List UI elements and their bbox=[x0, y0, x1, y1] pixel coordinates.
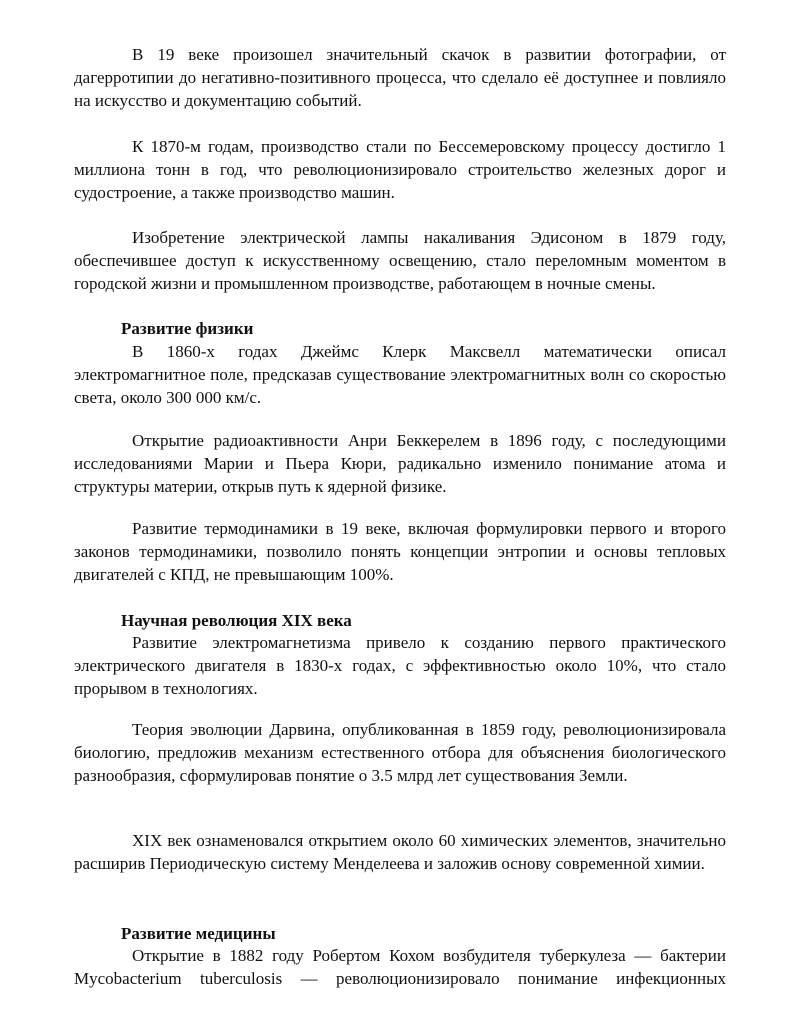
paragraph-chemistry: XIX век ознаменовался открытием около 60 химических элементов, значительно расширив Периодическую систему Менделеева и заложив основу современной химии. bbox=[74, 831, 726, 873]
heading-scientific-revolution: Научная революция XIX века bbox=[121, 611, 352, 630]
paragraph-electric-lamp: Изобретение электрической лампы накаливания Эдисоном в 1879 году, обеспечившее доступ к искусственному освещению, стало переломным моментом в городской жизни и промышленном производстве, работающем в ночные смены. bbox=[74, 228, 726, 293]
paragraph-steel-production: К 1870-м годам, производство стали по Бессемеровскому процессу достигло 1 миллиона тонн в год, что революционизировало строительство железных дорог и судостроение, а также производство машин. bbox=[74, 137, 726, 202]
heading-physics: Развитие физики bbox=[121, 319, 254, 338]
paragraph-thermodynamics: Развитие термодинамики в 19 веке, включая формулировки первого и второго законов термодинамики, позволило понять концепции энтропии и основы тепловых двигателей с КПД, не превышающим 100%. bbox=[74, 519, 726, 584]
paragraph-radioactivity: Открытие радиоактивности Анри Беккерелем в 1896 году, с последующими исследованиями Марии и Пьера Кюри, радикально изменило понимание атома и структуры материи, открыв путь к ядерной физике. bbox=[74, 431, 726, 496]
heading-medicine: Развитие медицины bbox=[121, 924, 276, 943]
paragraph-electromagnetism: Развитие электромагнетизма привело к созданию первого практического электрического двигателя в 1830-х годах, с эффективностью около 10%, что стало прорывом в технологиях. bbox=[74, 633, 726, 698]
paragraph-darwin: Теория эволюции Дарвина, опубликованная в 1859 году, революционизировала биологию, предложив механизм естественного отбора для объяснения биологического разнообразия, сформулировав понятие о 3.5 млрд лет существования Земли. bbox=[74, 720, 726, 785]
paragraph-photography: В 19 веке произошел значительный скачок в развитии фотографии, от дагерротипии до негативно-позитивного процесса, что сделало её доступнее и повлияло на искусство и документацию событий. bbox=[74, 45, 726, 110]
paragraph-maxwell: В 1860-х годах Джеймс Клерк Максвелл математически описал электромагнитное поле, предсказав существование электромагнитных волн со скоростью света, около 300 000 км/с. bbox=[74, 342, 726, 407]
paragraph-koch: Открытие в 1882 году Робертом Кохом возбудителя туберкулеза — бактерии Mycobacterium tuberculosis — революционизировало понимание инфекционных bbox=[74, 946, 726, 988]
